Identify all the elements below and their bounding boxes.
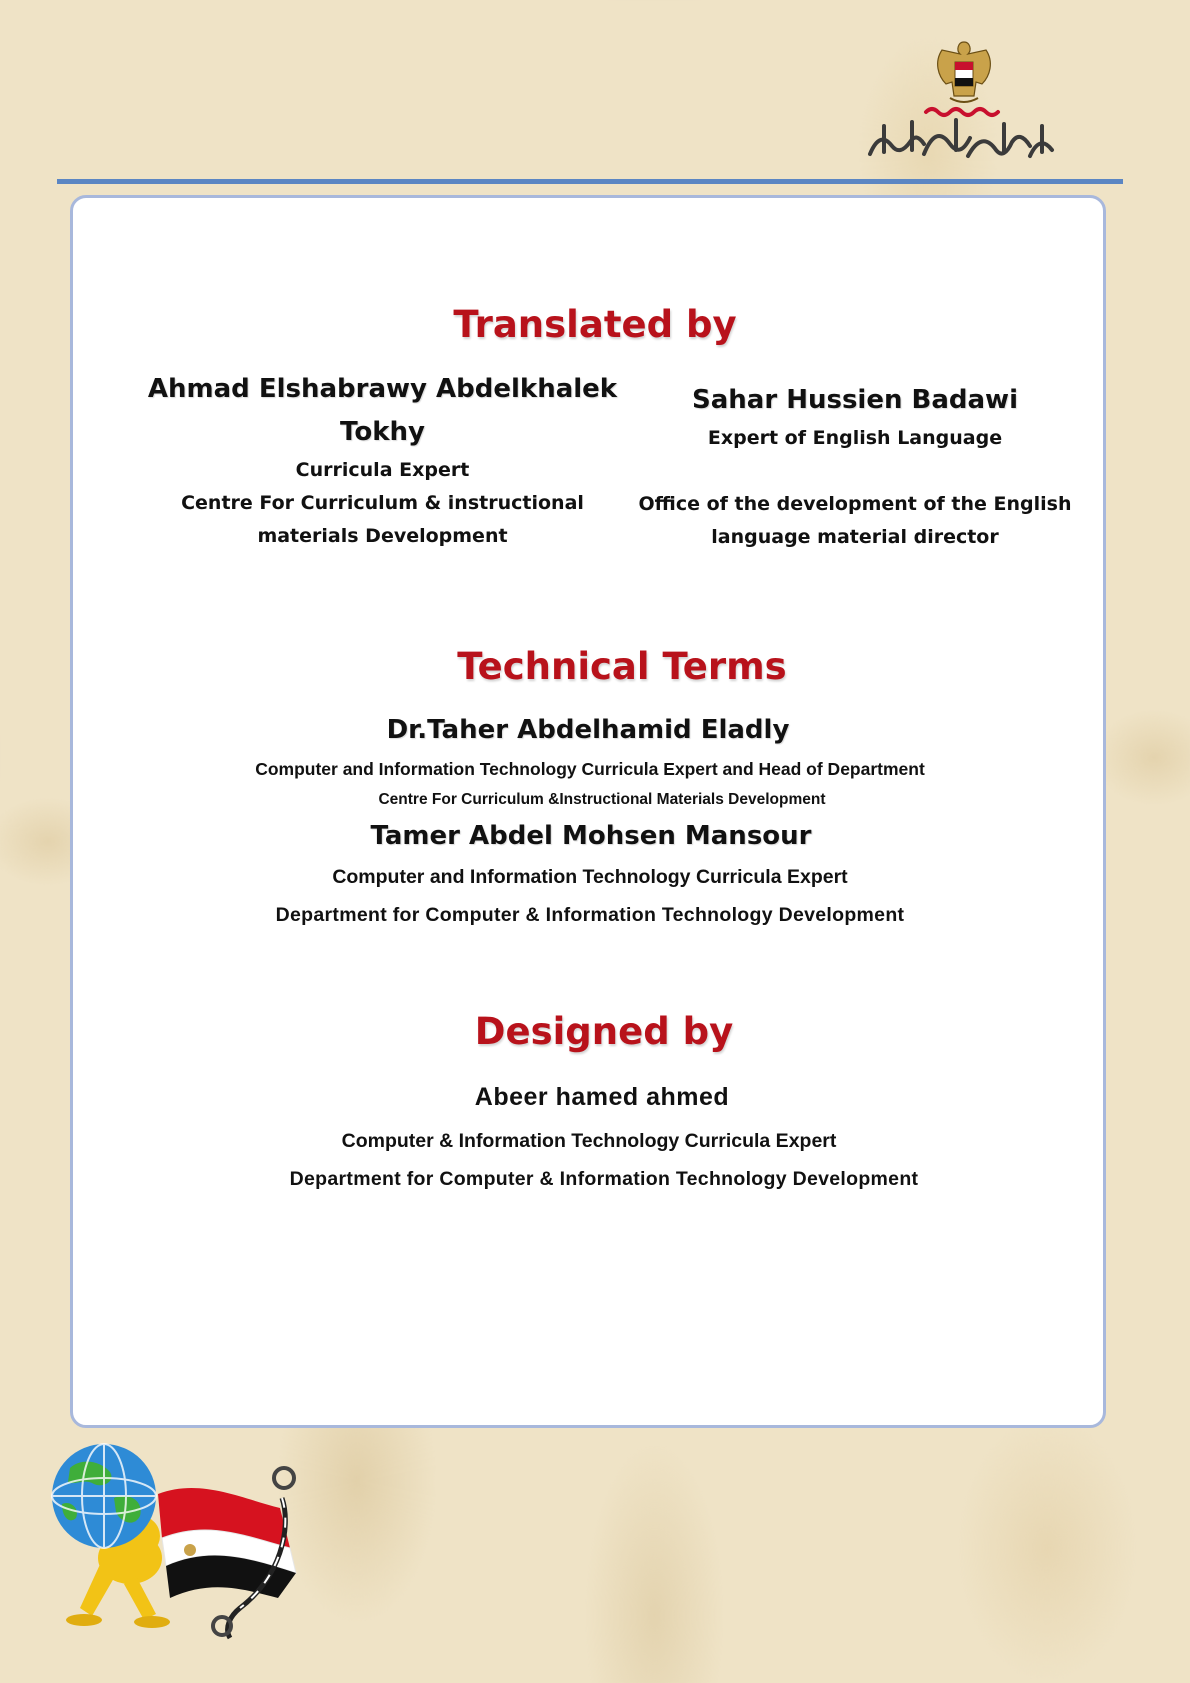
translator-org-line1: Office of the development of the English	[638, 493, 1072, 515]
technical-person1-org-row	[7, 791, 1190, 809]
translator-name-line2: Tokhy	[340, 417, 425, 447]
designer-org: Department for Computer & Information Technology Development	[289, 1168, 919, 1190]
technical-person2-role: Computer and Information Technology Curricula Expert	[332, 866, 848, 888]
technical-person2-name: Tamer Abdel Mohsen Mansour	[370, 821, 812, 851]
technical-person2-name-row	[0, 821, 1186, 851]
technical-person1-name: Dr.Taher Abdelhamid Eladly	[386, 715, 790, 745]
ministry-emblem-logo	[864, 36, 1064, 170]
designed-section	[9, 1010, 1190, 1053]
translator-org-line2: materials Development	[257, 525, 508, 547]
technical-person1-role-row	[0, 759, 1185, 780]
translator-role: Expert of English Language	[707, 427, 1003, 449]
technical-person1-org: Centre For Curriculum &Instructional Materials Development	[378, 791, 826, 808]
designed-role-row	[0, 1130, 1184, 1153]
technical-section	[27, 645, 1190, 688]
translator-left	[140, 368, 625, 553]
translated-heading: Translated by	[453, 303, 737, 346]
translator-right	[630, 379, 1080, 554]
header-divider	[57, 179, 1123, 184]
globe-figure-illustration	[40, 1438, 312, 1648]
technical-person2-org-row	[0, 904, 1185, 927]
translator-name: Sahar Hussien Badawi	[692, 385, 1018, 415]
technical-person1-name-row	[0, 715, 1183, 745]
translator-name-line1: Ahmad Elshabrawy Abdelkhalek	[147, 374, 618, 404]
designer-role: Computer & Information Technology Curricula Expert	[341, 1130, 837, 1152]
translated-section	[0, 303, 1190, 346]
translator-org-line2: language material director	[711, 526, 999, 548]
translator-org-line1: Centre For Curriculum & instructional	[181, 492, 584, 514]
translator-spacer	[630, 455, 1080, 488]
translator-role: Curricula Expert	[295, 459, 470, 481]
technical-person2-role-row	[0, 866, 1185, 889]
designed-name-row	[7, 1083, 1190, 1112]
designed-heading: Designed by	[474, 1010, 734, 1053]
technical-person1-role: Computer and Information Technology Curricula Expert and Head of Department	[255, 759, 925, 779]
technical-person2-org: Department for Computer & Information Technology Development	[275, 904, 905, 926]
technical-heading: Technical Terms	[457, 645, 787, 688]
designed-org-row	[9, 1168, 1190, 1191]
designer-name: Abeer hamed ahmed	[474, 1083, 730, 1111]
